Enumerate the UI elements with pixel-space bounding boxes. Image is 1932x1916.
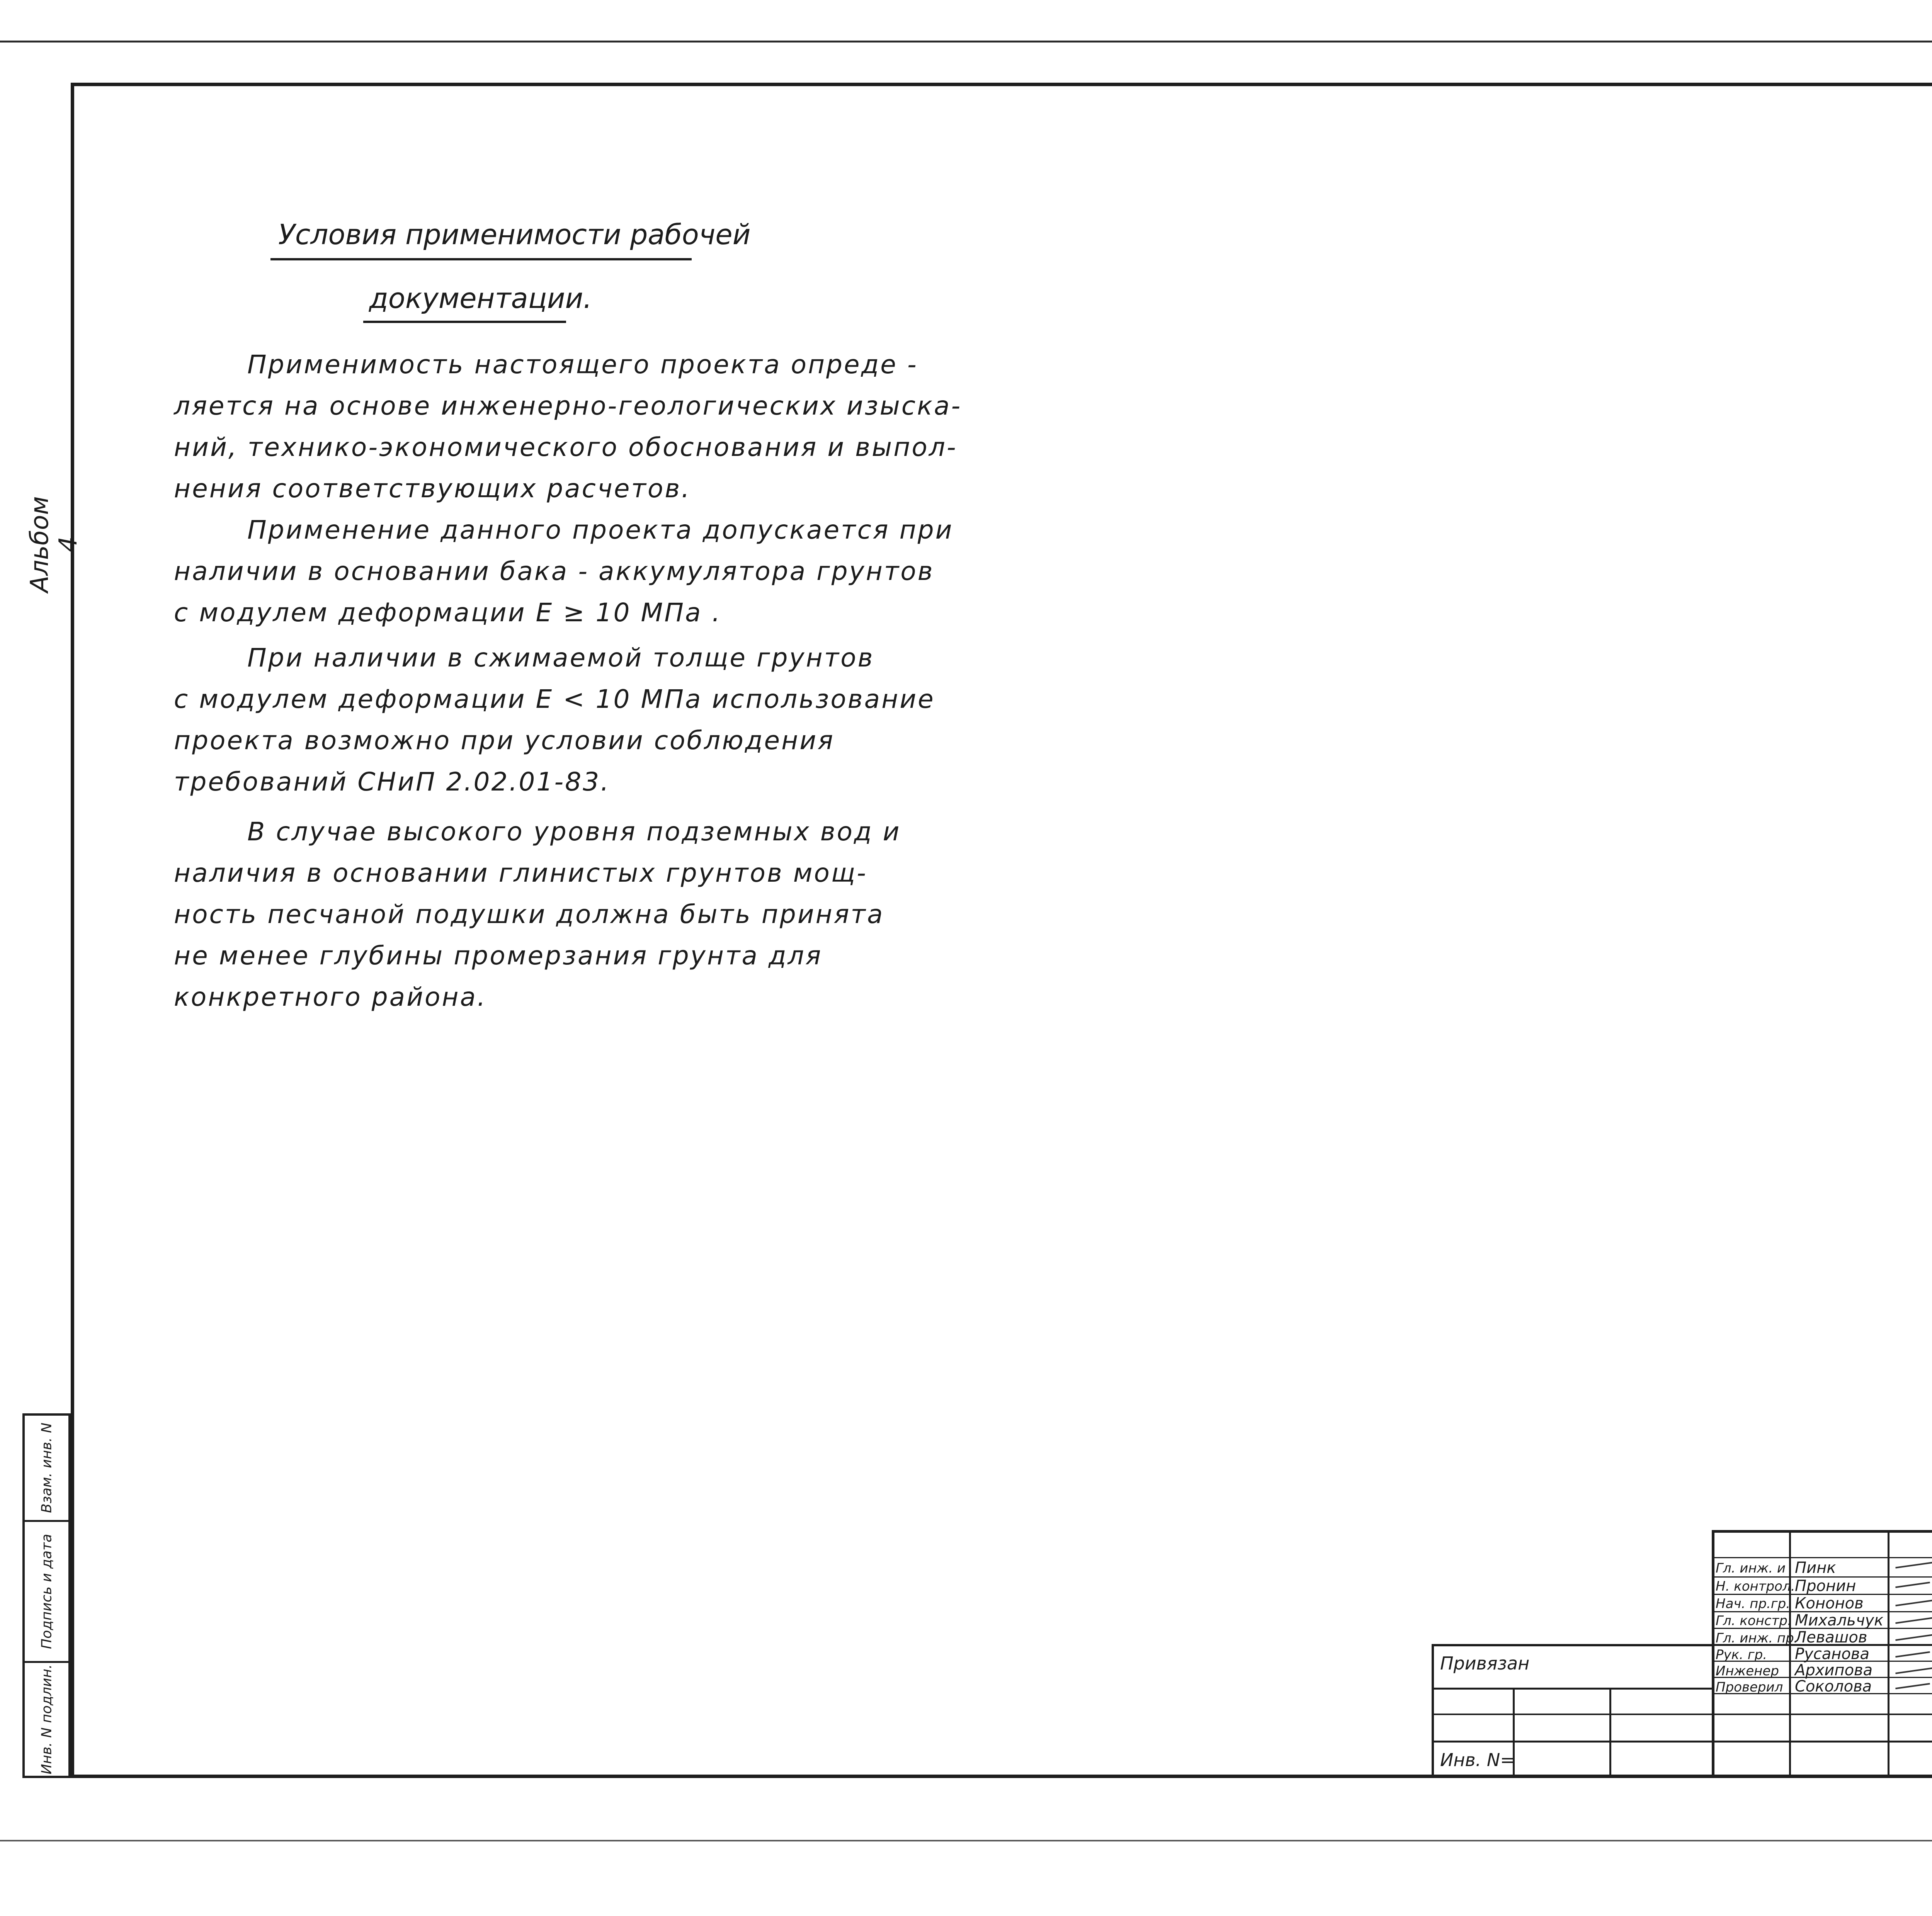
title-underline-1 (270, 258, 692, 260)
role-label: Гл. инж. и (1716, 1561, 1786, 1576)
body-line: При наличии в сжимаемой толще грунтов (247, 643, 874, 673)
signature-mark (1895, 1561, 1932, 1568)
strip-cell-replacement (25, 1416, 68, 1522)
body-line: с модулем деформации E ≥ 10 МПа . (174, 598, 722, 627)
role-label: Н. контрол. (1716, 1579, 1795, 1594)
signature-mark (1895, 1634, 1932, 1641)
body-line: В случае высокого уровня подземных вод и (247, 817, 901, 847)
strip-cell-signature (25, 1522, 68, 1663)
body-line: Применимость настоящего проекта опреде - (247, 350, 918, 379)
role-name: Михальчук (1795, 1612, 1884, 1629)
signature-mark (1895, 1582, 1930, 1588)
signature-mark (1895, 1667, 1932, 1674)
strip-label-original: Инв. N подлин. (39, 1664, 54, 1775)
body-line: конкретного района. (174, 982, 487, 1012)
body-line: наличия в основании глинистых грунтов мощ- (174, 858, 867, 888)
section-title-line-2: документации. (369, 282, 592, 315)
role-label: Нач. пр.гр. (1716, 1596, 1790, 1612)
body-line: Применение данного проекта допускается при (247, 515, 954, 545)
role-label: Рук. гр. (1716, 1647, 1767, 1663)
role-name: Левашов (1795, 1629, 1867, 1646)
role-name: Кононов (1795, 1595, 1864, 1612)
body-line: требований СНиП 2.02.01-83. (174, 767, 611, 797)
role-name: Русанова (1795, 1645, 1870, 1663)
privyazan-label: Привязан (1440, 1653, 1530, 1674)
sheet-top-edge (0, 41, 1932, 43)
body-line: проекта возможно при условии соблюдения (174, 726, 835, 755)
signature-mark (1895, 1617, 1932, 1624)
role-label: Гл. констр. (1716, 1613, 1792, 1629)
sheet-bottom-edge (0, 1840, 1932, 1841)
role-label: Проверил (1716, 1680, 1783, 1695)
signature-mark (1895, 1651, 1930, 1658)
signature-mark (1895, 1683, 1930, 1689)
body-line: ность песчаной подушки должна быть принята (174, 899, 884, 929)
body-line: нения соответствующих расчетов. (174, 474, 691, 503)
role-label: Инженер (1716, 1663, 1779, 1679)
body-line: ляется на основе инженерно-геологических изыска- (174, 391, 962, 421)
binding-strip (22, 1413, 71, 1778)
role-name: Соколова (1795, 1678, 1872, 1695)
section-title-line-1: Условия применимости рабочей (278, 218, 751, 251)
body-line: наличии в основании бака - аккумулятора грунтов (174, 556, 934, 586)
role-name: Архипова (1795, 1661, 1873, 1679)
role-label: Гл. инж. пр. (1716, 1630, 1798, 1646)
signature-mark (1895, 1599, 1932, 1606)
title-block (1432, 1530, 1932, 1778)
album-label: Альбом 4 (26, 496, 83, 593)
strip-cell-original (25, 1663, 68, 1776)
role-name: Пинк (1795, 1559, 1836, 1577)
role-name: Пронин (1795, 1577, 1856, 1595)
drawing-frame (71, 83, 1932, 1778)
title-underline-2 (363, 321, 566, 323)
body-line: не менее глубины промерзания грунта для (174, 941, 823, 971)
strip-label-replacement: Взам. инв. N (39, 1423, 54, 1513)
body-line: ний, технико-экономического обоснования и выпол- (174, 432, 957, 462)
body-line: с модулем деформации E < 10 МПа использование (174, 684, 935, 714)
inv-number-label: Инв. N= (1440, 1749, 1515, 1770)
strip-label-signature: Подпись и дата (39, 1533, 54, 1649)
